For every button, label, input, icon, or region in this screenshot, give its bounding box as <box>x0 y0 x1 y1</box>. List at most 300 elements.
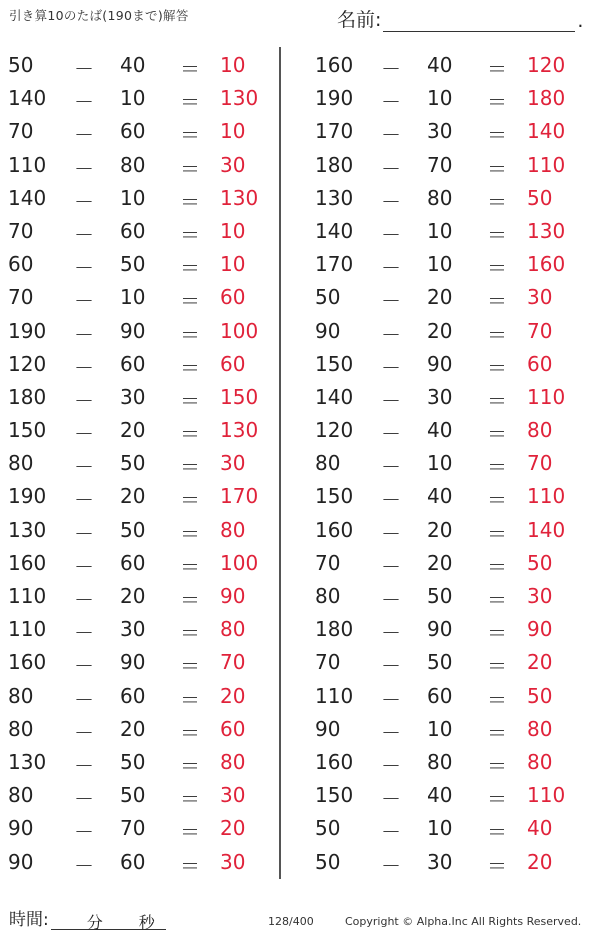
equals-sign: ＝ <box>487 289 507 314</box>
equals-sign: ＝ <box>487 654 507 679</box>
minuend: 170 <box>315 119 354 144</box>
minuend: 90 <box>315 716 341 741</box>
subtrahend: 20 <box>120 716 146 741</box>
subtrahend: 90 <box>120 318 146 343</box>
minuend: 160 <box>8 650 47 675</box>
answer: 130 <box>220 86 259 111</box>
equals-sign: ＝ <box>487 355 507 380</box>
answer: 70 <box>527 318 553 343</box>
equals-sign: ＝ <box>180 455 200 480</box>
minus-sign: － <box>74 355 94 380</box>
answer: 130 <box>220 418 259 443</box>
minus-sign: － <box>381 455 401 480</box>
problem-row <box>0 281 290 314</box>
equals-sign: ＝ <box>487 488 507 513</box>
minuend: 50 <box>315 285 341 310</box>
answer: 30 <box>527 285 553 310</box>
equals-sign: ＝ <box>180 787 200 812</box>
name-field <box>337 5 583 32</box>
minus-sign: － <box>381 355 401 380</box>
equals-sign: ＝ <box>180 57 200 81</box>
answer: 110 <box>527 484 566 509</box>
answer: 110 <box>527 152 566 177</box>
subtrahend: 70 <box>120 816 146 841</box>
subtrahend: 10 <box>427 252 453 277</box>
equals-sign: ＝ <box>487 388 507 413</box>
equals-sign: ＝ <box>487 720 507 745</box>
answer: 70 <box>527 451 553 476</box>
subtrahend: 60 <box>120 849 146 874</box>
minuend: 80 <box>8 683 34 708</box>
right-problem-column <box>307 49 597 879</box>
minus-sign: － <box>381 853 401 878</box>
equals-sign: ＝ <box>487 753 507 778</box>
answer: 150 <box>220 384 259 409</box>
subtrahend: 90 <box>427 351 453 376</box>
answer: 90 <box>220 584 246 608</box>
subtrahend: 80 <box>120 152 146 177</box>
name-label: 名前: <box>337 9 382 31</box>
equals-sign: ＝ <box>487 554 507 579</box>
minus-sign: － <box>381 720 401 745</box>
answer: 120 <box>527 53 566 77</box>
subtrahend: 30 <box>427 849 453 874</box>
minus-sign: － <box>74 588 94 612</box>
problem-row <box>307 447 597 480</box>
subtrahend: 20 <box>427 550 453 575</box>
problem-row <box>0 746 290 779</box>
answer: 170 <box>220 484 259 509</box>
minus-sign: － <box>74 422 94 447</box>
minuend: 60 <box>8 252 34 277</box>
subtrahend: 60 <box>120 683 146 708</box>
minuend: 160 <box>315 53 354 77</box>
equals-sign: ＝ <box>487 57 507 81</box>
minuend: 160 <box>8 550 47 575</box>
problem-row <box>307 381 597 414</box>
subtrahend: 70 <box>427 152 453 177</box>
subtrahend: 50 <box>120 783 146 808</box>
equals-sign: ＝ <box>180 355 200 380</box>
minuend: 80 <box>8 716 34 741</box>
subtrahend: 60 <box>120 119 146 144</box>
answer: 20 <box>220 683 246 708</box>
minuend: 50 <box>8 53 34 77</box>
minuend: 140 <box>315 218 354 243</box>
equals-sign: ＝ <box>180 554 200 579</box>
problem-row <box>307 248 597 281</box>
equals-sign: ＝ <box>487 90 507 115</box>
minus-sign: － <box>381 388 401 413</box>
equals-sign: ＝ <box>487 820 507 845</box>
problem-row <box>0 846 290 879</box>
problem-row <box>307 713 597 746</box>
problem-row <box>0 49 290 82</box>
subtrahend: 50 <box>120 749 146 774</box>
problem-row <box>307 680 597 713</box>
subtrahend: 10 <box>427 86 453 111</box>
problem-row <box>0 149 290 182</box>
page-number: 128/400 <box>268 915 314 928</box>
minuend: 80 <box>315 584 341 608</box>
minus-sign: － <box>381 256 401 281</box>
answer: 160 <box>527 252 566 277</box>
answer: 20 <box>220 816 246 841</box>
left-problem-column <box>0 49 290 879</box>
minuend: 140 <box>8 185 47 210</box>
equals-sign: ＝ <box>487 189 507 214</box>
minus-sign: － <box>74 189 94 214</box>
subtrahend: 50 <box>120 517 146 542</box>
minus-sign: － <box>381 621 401 646</box>
subtrahend: 40 <box>427 783 453 808</box>
answer: 50 <box>527 683 553 708</box>
answer: 20 <box>527 849 553 874</box>
answer: 60 <box>220 285 246 310</box>
minuend: 130 <box>8 517 47 542</box>
minuend: 90 <box>315 318 341 343</box>
minuend: 170 <box>315 252 354 277</box>
minutes-label: 分 <box>86 913 103 932</box>
problem-row <box>0 779 290 812</box>
minuend: 50 <box>315 816 341 841</box>
minus-sign: － <box>74 820 94 845</box>
problem-row <box>307 348 597 381</box>
equals-sign: ＝ <box>487 787 507 812</box>
equals-sign: ＝ <box>180 189 200 214</box>
minus-sign: － <box>74 753 94 778</box>
answer: 10 <box>220 218 246 243</box>
subtrahend: 30 <box>120 617 146 642</box>
minus-sign: － <box>74 687 94 712</box>
subtrahend: 30 <box>120 384 146 409</box>
minus-sign: － <box>74 123 94 148</box>
equals-sign: ＝ <box>487 521 507 546</box>
problem-row <box>307 182 597 215</box>
minus-sign: － <box>381 554 401 579</box>
equals-sign: ＝ <box>180 621 200 646</box>
time-field <box>9 905 166 930</box>
subtrahend: 10 <box>120 185 146 210</box>
answer: 40 <box>527 816 553 841</box>
equals-sign: ＝ <box>180 388 200 413</box>
minus-sign: － <box>74 554 94 579</box>
time-blank-line <box>51 909 166 930</box>
problem-row <box>0 82 290 115</box>
problem-row <box>307 149 597 182</box>
equals-sign: ＝ <box>180 753 200 778</box>
answer: 140 <box>527 517 566 542</box>
minus-sign: － <box>74 853 94 878</box>
problem-row <box>0 315 290 348</box>
minuend: 120 <box>315 418 354 443</box>
subtrahend: 50 <box>120 252 146 277</box>
equals-sign: ＝ <box>180 422 200 447</box>
answer: 10 <box>220 252 246 277</box>
minuend: 90 <box>8 816 34 841</box>
minus-sign: － <box>74 720 94 745</box>
subtrahend: 10 <box>427 816 453 841</box>
minus-sign: － <box>381 222 401 247</box>
minus-sign: － <box>74 621 94 646</box>
equals-sign: ＝ <box>180 256 200 281</box>
problem-row <box>307 82 597 115</box>
minuend: 160 <box>315 749 354 774</box>
problem-row <box>0 182 290 215</box>
minuend: 150 <box>8 418 47 443</box>
subtrahend: 30 <box>427 119 453 144</box>
answer: 50 <box>527 550 553 575</box>
answer: 140 <box>527 119 566 144</box>
subtrahend: 50 <box>427 650 453 675</box>
problem-row <box>0 812 290 845</box>
minuend: 140 <box>315 384 354 409</box>
minus-sign: － <box>381 787 401 812</box>
equals-sign: ＝ <box>487 222 507 247</box>
minuend: 190 <box>315 86 354 111</box>
subtrahend: 20 <box>427 318 453 343</box>
minus-sign: － <box>381 322 401 347</box>
subtrahend: 50 <box>120 451 146 476</box>
minus-sign: － <box>74 654 94 679</box>
equals-sign: ＝ <box>180 820 200 845</box>
answer: 50 <box>527 185 553 210</box>
equals-sign: ＝ <box>487 256 507 281</box>
subtrahend: 10 <box>120 86 146 111</box>
equals-sign: ＝ <box>180 90 200 115</box>
problem-row <box>307 414 597 447</box>
worksheet-title: 引き算10のたば(190まで)解答 <box>9 8 189 23</box>
minuend: 70 <box>8 119 34 144</box>
problem-row <box>0 613 290 646</box>
answer: 30 <box>220 849 246 874</box>
subtrahend: 60 <box>120 550 146 575</box>
problem-row <box>307 547 597 580</box>
minuend: 110 <box>8 617 47 642</box>
minus-sign: － <box>74 256 94 281</box>
problem-row <box>307 49 597 82</box>
answer: 180 <box>527 86 566 111</box>
answer: 30 <box>220 783 246 808</box>
minus-sign: － <box>74 156 94 181</box>
minus-sign: － <box>74 90 94 115</box>
minus-sign: － <box>381 753 401 778</box>
equals-sign: ＝ <box>180 289 200 314</box>
answer: 100 <box>220 318 259 343</box>
answer: 80 <box>220 517 246 542</box>
subtrahend: 10 <box>427 451 453 476</box>
problem-row <box>307 846 597 879</box>
problem-row <box>307 646 597 679</box>
equals-sign: ＝ <box>487 322 507 347</box>
equals-sign: ＝ <box>180 654 200 679</box>
minuend: 150 <box>315 484 354 509</box>
equals-sign: ＝ <box>487 156 507 181</box>
minuend: 70 <box>315 650 341 675</box>
problem-row <box>0 348 290 381</box>
minus-sign: － <box>381 422 401 447</box>
problem-row <box>0 447 290 480</box>
minuend: 70 <box>8 285 34 310</box>
answer: 20 <box>527 650 553 675</box>
subtrahend: 80 <box>427 185 453 210</box>
problem-row <box>307 514 597 547</box>
equals-sign: ＝ <box>487 853 507 878</box>
minus-sign: － <box>74 289 94 314</box>
answer: 110 <box>527 384 566 409</box>
problem-row <box>307 115 597 148</box>
equals-sign: ＝ <box>180 720 200 745</box>
subtrahend: 40 <box>427 484 453 509</box>
subtrahend: 30 <box>427 384 453 409</box>
subtrahend: 90 <box>120 650 146 675</box>
answer: 30 <box>220 451 246 476</box>
minus-sign: － <box>74 488 94 513</box>
minus-sign: － <box>381 521 401 546</box>
problem-row <box>0 680 290 713</box>
problem-row <box>307 812 597 845</box>
minuend: 160 <box>315 517 354 542</box>
minus-sign: － <box>381 90 401 115</box>
problem-row <box>0 215 290 248</box>
equals-sign: ＝ <box>487 455 507 480</box>
answer: 60 <box>220 716 246 741</box>
problem-row <box>0 646 290 679</box>
minuend: 110 <box>8 152 47 177</box>
answer: 80 <box>220 749 246 774</box>
equals-sign: ＝ <box>180 588 200 612</box>
problem-row <box>0 547 290 580</box>
subtrahend: 20 <box>427 517 453 542</box>
minus-sign: － <box>74 322 94 347</box>
minuend: 140 <box>8 86 47 111</box>
subtrahend: 10 <box>427 716 453 741</box>
minus-sign: － <box>381 189 401 214</box>
answer: 80 <box>527 418 553 443</box>
subtrahend: 60 <box>120 218 146 243</box>
minus-sign: － <box>74 521 94 546</box>
subtrahend: 10 <box>427 218 453 243</box>
subtrahend: 40 <box>120 53 146 77</box>
equals-sign: ＝ <box>180 853 200 878</box>
minus-sign: － <box>74 787 94 812</box>
answer: 60 <box>527 351 553 376</box>
equals-sign: ＝ <box>180 222 200 247</box>
minuend: 190 <box>8 484 47 509</box>
problem-row <box>0 580 290 613</box>
equals-sign: ＝ <box>180 156 200 181</box>
minuend: 180 <box>8 384 47 409</box>
minus-sign: － <box>74 455 94 480</box>
equals-sign: ＝ <box>487 687 507 712</box>
subtrahend: 40 <box>427 418 453 443</box>
subtrahend: 90 <box>427 617 453 642</box>
minus-sign: － <box>381 588 401 612</box>
equals-sign: ＝ <box>180 687 200 712</box>
minuend: 80 <box>8 783 34 808</box>
minuend: 180 <box>315 152 354 177</box>
answer: 80 <box>220 617 246 642</box>
answer: 130 <box>220 185 259 210</box>
problem-row <box>307 281 597 314</box>
answer: 30 <box>220 152 246 177</box>
answer: 100 <box>220 550 259 575</box>
problem-row <box>0 381 290 414</box>
minus-sign: － <box>74 222 94 247</box>
problem-row <box>0 115 290 148</box>
subtrahend: 60 <box>427 683 453 708</box>
problem-row <box>0 514 290 547</box>
minus-sign: － <box>381 289 401 314</box>
problem-row <box>307 215 597 248</box>
equals-sign: ＝ <box>487 588 507 612</box>
minus-sign: － <box>74 388 94 413</box>
answer: 80 <box>527 716 553 741</box>
equals-sign: ＝ <box>180 488 200 513</box>
minuend: 120 <box>8 351 47 376</box>
problem-row <box>0 480 290 513</box>
minuend: 80 <box>315 451 341 476</box>
minuend: 150 <box>315 351 354 376</box>
answer: 130 <box>527 218 566 243</box>
minus-sign: － <box>381 156 401 181</box>
minus-sign: － <box>381 57 401 81</box>
minuend: 130 <box>8 749 47 774</box>
minuend: 150 <box>315 783 354 808</box>
minuend: 70 <box>8 218 34 243</box>
minuend: 70 <box>315 550 341 575</box>
seconds-label: 秒 <box>138 913 155 932</box>
problem-row <box>0 713 290 746</box>
problem-row <box>307 480 597 513</box>
subtrahend: 40 <box>427 53 453 77</box>
minus-sign: － <box>381 820 401 845</box>
minuend: 80 <box>8 451 34 476</box>
minus-sign: － <box>381 123 401 148</box>
minus-sign: － <box>74 57 94 81</box>
equals-sign: ＝ <box>180 322 200 347</box>
answer: 10 <box>220 119 246 144</box>
answer: 30 <box>527 584 553 608</box>
answer: 60 <box>220 351 246 376</box>
answer: 70 <box>220 650 246 675</box>
minus-sign: － <box>381 687 401 712</box>
answer: 10 <box>220 53 246 77</box>
name-end-dot: . <box>577 10 584 32</box>
minus-sign: － <box>381 654 401 679</box>
problem-row <box>307 746 597 779</box>
problem-row <box>0 414 290 447</box>
equals-sign: ＝ <box>487 123 507 148</box>
equals-sign: ＝ <box>487 422 507 447</box>
answer: 90 <box>527 617 553 642</box>
subtrahend: 20 <box>120 418 146 443</box>
minuend: 190 <box>8 318 47 343</box>
copyright-notice: Copyright © Alpha.Inc All Rights Reserved. <box>345 915 582 928</box>
minuend: 130 <box>315 185 354 210</box>
problem-row <box>307 613 597 646</box>
subtrahend: 80 <box>427 749 453 774</box>
equals-sign: ＝ <box>180 123 200 148</box>
subtrahend: 60 <box>120 351 146 376</box>
subtrahend: 20 <box>427 285 453 310</box>
answer: 110 <box>527 783 566 808</box>
problem-row <box>307 580 597 613</box>
time-label: 時間: <box>9 910 49 930</box>
problem-row <box>0 248 290 281</box>
equals-sign: ＝ <box>180 521 200 546</box>
problem-row <box>307 315 597 348</box>
